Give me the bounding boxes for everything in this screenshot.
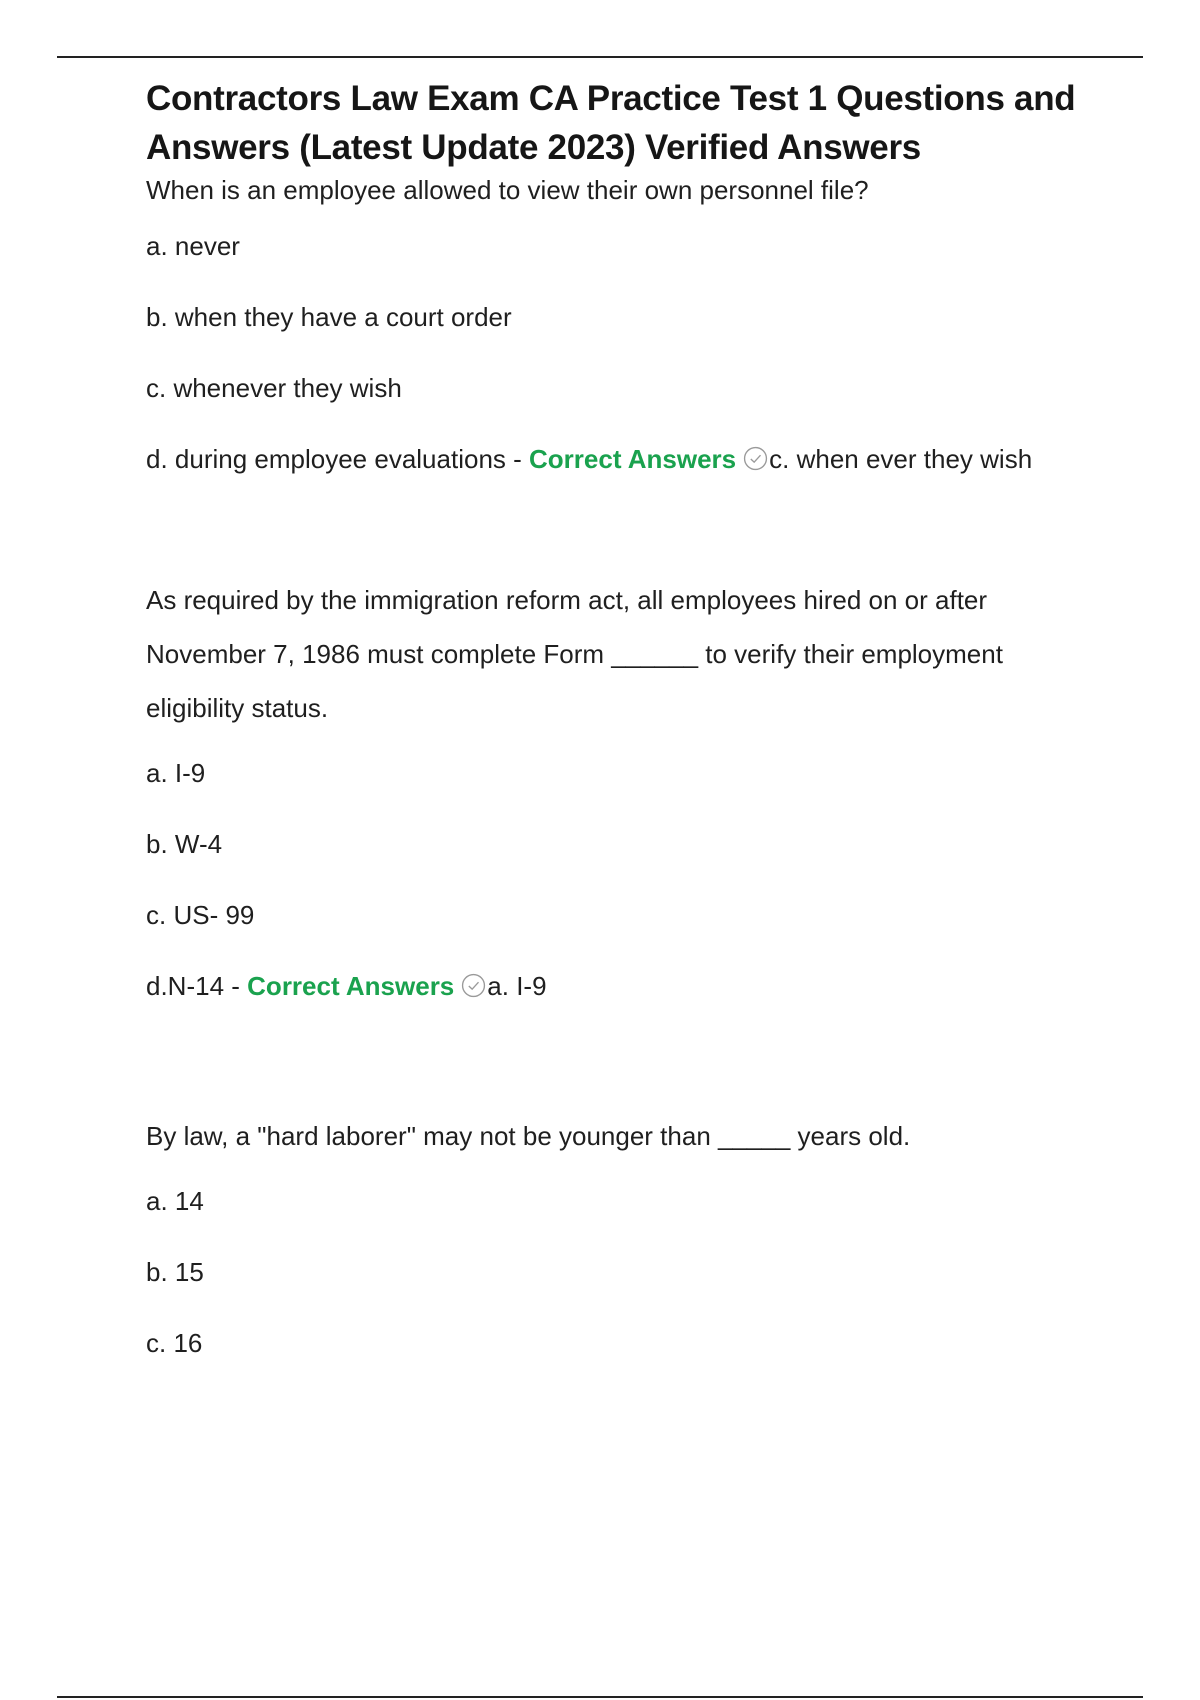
option-d: d.N-14 - (146, 971, 248, 1001)
question-text: By law, a "hard laborer" may not be younger than _____ years old. (146, 1121, 911, 1151)
question-text: When is an employee allowed to view their own personnel file? (146, 175, 869, 205)
option-b: b. W-4 (146, 829, 223, 859)
option-a: a. 14 (146, 1186, 204, 1216)
check-circle-icon (743, 446, 768, 471)
check-circle-icon (461, 973, 486, 998)
option-a: a. I-9 (146, 758, 206, 788)
option-c: c. US- 99 (146, 900, 255, 930)
correct-answer: c. when ever they wish (769, 444, 1033, 474)
correct-answers-label: Correct Answers (247, 971, 455, 1001)
correct-answer: a. I-9 (487, 971, 547, 1001)
question-text: As required by the immigration reform act, all employees hired on or after November 7, 1986 must complete Form ______ to verify their employment eligibility status. (146, 585, 1003, 723)
question-3 (146, 1109, 1106, 1361)
option-d-with-answer (146, 441, 1106, 477)
option-b: b. when they have a court order (146, 302, 512, 332)
top-rule (57, 56, 1143, 58)
option-a: a. never (146, 231, 240, 261)
option-c: c. 16 (146, 1328, 203, 1358)
document-title: Contractors Law Exam CA Practice Test 1 Questions and Answers (Latest Update 2023) Verified Answers (146, 79, 1076, 167)
option-d-with-answer (146, 968, 1106, 1004)
question-1 (146, 172, 1106, 477)
option-b: b. 15 (146, 1257, 204, 1287)
option-d: d. during employee evaluations - (146, 444, 530, 474)
option-c: c. whenever they wish (146, 373, 402, 403)
bottom-rule (57, 1696, 1143, 1698)
question-2 (146, 573, 1106, 1004)
correct-answers-label: Correct Answers (529, 444, 737, 474)
document-page (146, 74, 1106, 1361)
